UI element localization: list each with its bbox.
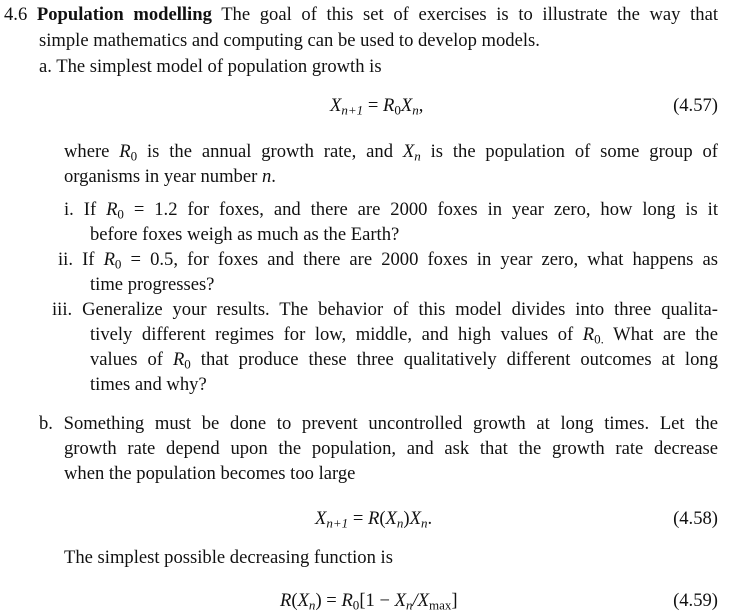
part-b-line3: when the population becomes too large: [64, 463, 356, 484]
part-a-where-line2: organisms in year number n.: [64, 166, 276, 187]
exercise-title: Population modelling: [36, 4, 212, 25]
exercise-intro-line2: simple mathematics and computing can be used to develop models.: [39, 30, 540, 51]
item-iii-line3: values of $R_0$ that produce these three qualitatively different outcomes at long: [90, 349, 718, 372]
equation-4-57: $X_{n+1} = R_0X_n$,: [330, 95, 424, 118]
part-a-intro: [39, 54, 382, 80]
item-ii-line1: ii. If $R_0 = 0.5$, for foxes and there are 2000 foxes in year zero, what happens as: [58, 249, 718, 272]
item-ii-line2: time progresses?: [90, 274, 215, 295]
equation-number-4-59: (4.59): [673, 590, 718, 611]
item-i-line1: i. If $R_0 = 1.2$ for foxes, and there are 2000 foxes in year zero, how long is it: [64, 199, 718, 222]
equation-4-59: $R(X_n) = R_0[1 - X_n/X_{max}]$: [280, 590, 458, 613]
part-b-line1: b. Something must be done to prevent uncontrolled growth at long times. Let the: [39, 413, 718, 434]
item-i-line2: before foxes weigh as much as the Earth?: [90, 224, 400, 245]
exercise-intro-line1: The goal of this set of exercises is to illustrate the way that: [221, 4, 718, 25]
part-a-label: a.: [39, 56, 52, 77]
exercise-number: 4.6: [4, 4, 28, 25]
equation-4-58: $X_{n+1} = R(X_n)X_n$.: [315, 508, 433, 531]
part-a-text: The simplest model of population growth is: [56, 56, 382, 77]
item-iii-line4: times and why?: [90, 374, 207, 395]
exercise-heading-line: [4, 2, 718, 28]
item-iii-line2: tively different regimes for low, middle, and high values of $R_{0.}$ What are the: [90, 324, 718, 347]
part-a-where-line1: where $R_0$ is the annual growth rate, and $X_n$ is the population of some group of: [64, 141, 718, 164]
part-b-middle-text: The simplest possible decreasing function is: [64, 547, 393, 568]
equation-number-4-57: (4.57): [673, 95, 718, 116]
part-b-line2: growth rate depend upon the population, and ask that the growth rate decrease: [64, 438, 718, 459]
item-iii-line1: iii. Generalize your results. The behavior of this model divides into three qualita-: [52, 299, 718, 320]
equation-number-4-58: (4.58): [673, 508, 718, 529]
